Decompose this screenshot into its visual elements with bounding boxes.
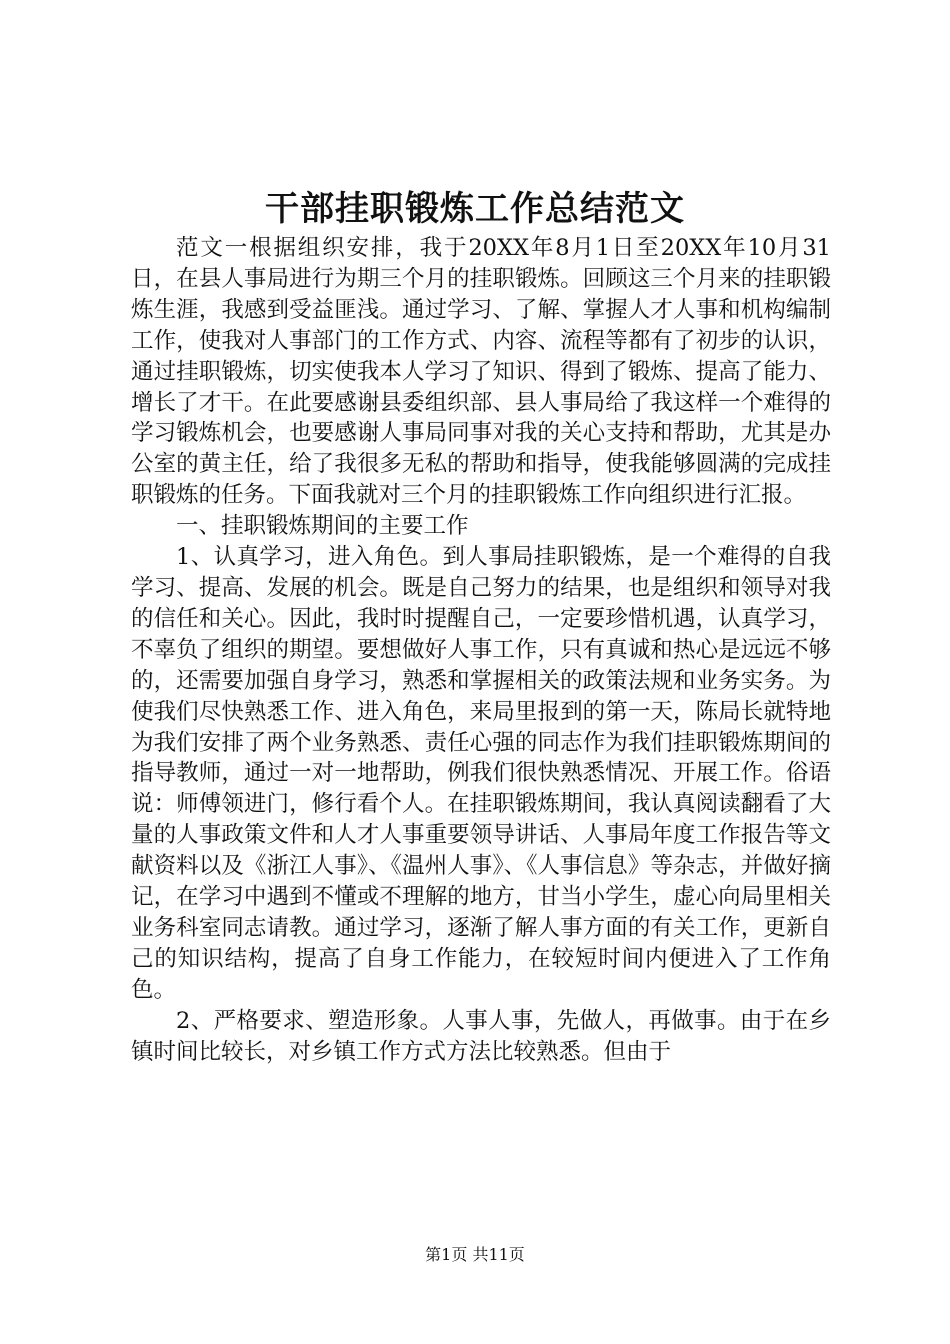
document-title: 干部挂职锻炼工作总结范文 bbox=[265, 189, 685, 229]
paragraph-intro: 范文一根据组织安排，我于20XX年8月1日至20XX年10月31日，在县人事局进行为期三个月的挂职锻炼。回顾这三个月来的挂职锻炼生涯，我感到受益匪浅。通过学习、了解、掌握人才人事和机构编制工作，使我对人事部门的工作方式、内容、流程等都有了初步的认识，通过挂职锻炼，切实使我本人学习了知识、得到了锻炼、提高了能力、增长了才干。在此要感谢县委组织部、县人事局给了我这样一个难得的学习锻炼机会，也要感谢人事局同事对我的关心支持和帮助，尤其是办公室的黄主任，给了我很多无私的帮助和指导，使我能够圆满的完成挂职锻炼的任务。下面我就对三个月的挂职锻炼工作向组织进行汇报。 bbox=[131, 235, 831, 509]
page-footer: 第1页 共11页 bbox=[425, 1245, 525, 1264]
paragraph-study: 1、认真学习，进入角色。到人事局挂职锻炼，是一个难得的自我学习、提高、发展的机会。既是自己努力的结果，也是组织和领导对我的信任和关心。因此，我时时提醒自己，一定要珍惜机遇，认真学习，不辜负了组织的期望。要想做好人事工作，只有真诚和热心是远远不够的，还需要加强自身学习，熟悉和掌握相关的政策法规和业务实务。为使我们尽快熟悉工作、进入角色，来局里报到的第一天，陈局长就特地为我们安排了两个业务熟悉、责任心强的同志作为我们挂职锻炼期间的指导教师，通过一对一地帮助，例我们很快熟悉情况、开展工作。俗语说：师傅领进门，修行看个人。在挂职锻炼期间，我认真阅读翻看了大量的人事政策文件和人才人事重要领导讲话、人事局年度工作报告等文献资料以及《浙江人事》、《温州人事》、《人事信息》等杂志，并做好摘记，在学习中遇到不懂或不理解的地方，甘当小学生，虚心向局里相关业务科室同志请教。通过学习，逐渐了解人事方面的有关工作，更新自己的知识结构，提高了自身工作能力，在较短时间内便进入了工作角色。 bbox=[131, 544, 831, 1003]
section-heading: 一、挂职锻炼期间的主要工作 bbox=[176, 513, 469, 540]
document-body bbox=[131, 233, 831, 1067]
paragraph-requirements: 2、严格要求、塑造形象。人事人事，先做人，再做事。由于在乡镇时间比较长，对乡镇工作方式方法比较熟悉。但由于 bbox=[131, 1007, 831, 1065]
